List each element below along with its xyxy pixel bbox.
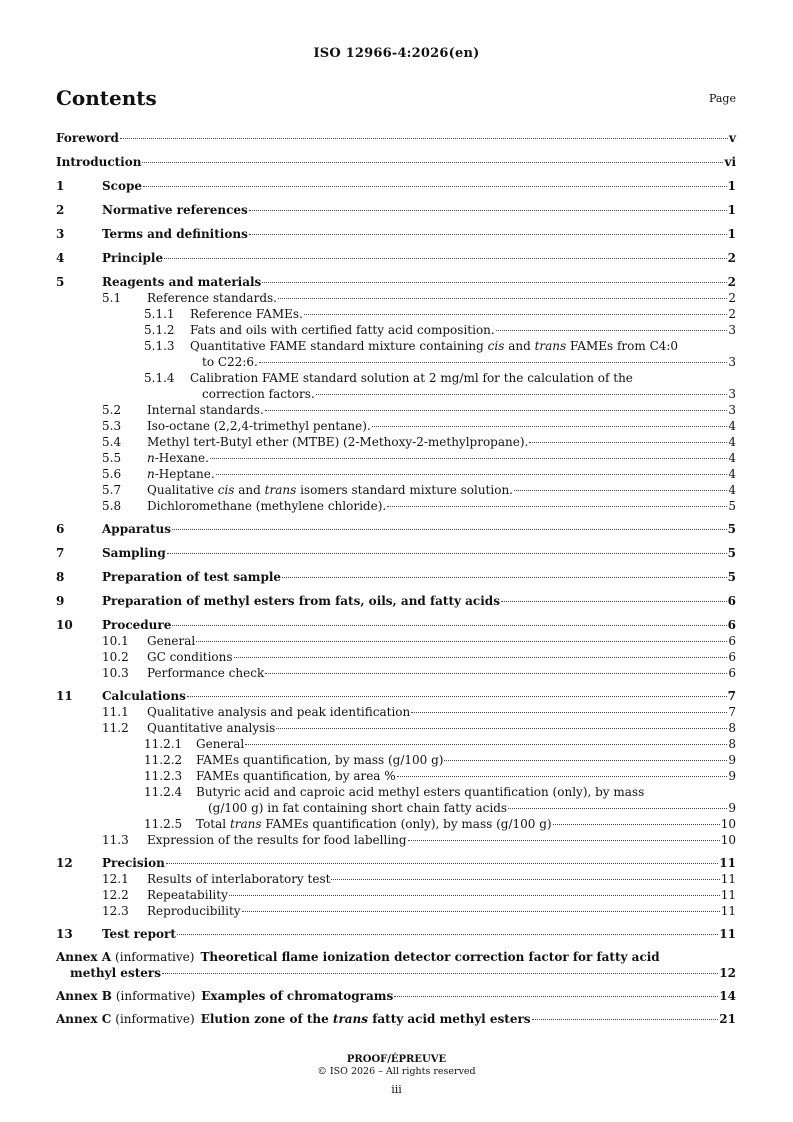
dot-leader <box>496 330 728 331</box>
dot-leader <box>142 162 723 163</box>
toc-text: Elution zone of the <box>200 1012 333 1026</box>
toc-number: 11.2 <box>102 721 129 735</box>
toc-entry-12-3[interactable] <box>56 903 736 919</box>
dot-leader <box>143 186 727 187</box>
toc-italic: cis <box>487 339 505 353</box>
toc-page: 11 <box>720 872 736 886</box>
dot-leader <box>216 474 728 475</box>
toc-title: Scope <box>102 179 143 193</box>
annex-label: Annex B <box>56 989 112 1003</box>
dot-leader <box>278 298 727 299</box>
toc-page: 5 <box>727 546 736 560</box>
dot-leader <box>229 895 720 896</box>
dot-leader <box>242 911 720 912</box>
toc-entry-10-3[interactable] <box>56 665 736 681</box>
toc-title: Methyl tert-Butyl ether (MTBE) (2-Methoxy-2-methylpropane). <box>147 435 529 449</box>
dot-leader <box>167 553 727 554</box>
toc-number: 2 <box>56 203 65 217</box>
dot-leader <box>249 234 727 235</box>
toc-entry-annex-c[interactable] <box>56 1011 736 1027</box>
toc-entry-10-2[interactable] <box>56 649 736 665</box>
toc-page: 6 <box>727 618 736 632</box>
toc-page: 2 <box>728 291 736 305</box>
toc-title: Repeatability <box>147 888 228 902</box>
toc-title: Normative references <box>102 203 248 217</box>
toc-entry-5-3[interactable] <box>56 418 736 434</box>
page-number: iii <box>391 1083 402 1096</box>
dot-leader <box>249 210 727 211</box>
toc-number: 1 <box>56 179 65 193</box>
toc-page: 2 <box>727 251 736 265</box>
toc-text: and <box>234 483 265 497</box>
toc-number: 11.2.2 <box>144 753 183 767</box>
toc-italic: trans <box>534 339 567 353</box>
contents-heading: Contents <box>56 86 157 110</box>
toc-entry-5-7[interactable] <box>56 482 736 498</box>
toc-title: Test report <box>102 927 176 941</box>
toc-page: 5 <box>727 570 736 584</box>
toc-number: 12.3 <box>102 904 129 918</box>
dot-leader <box>408 840 720 841</box>
toc-page: 4 <box>728 435 736 449</box>
toc-page: 6 <box>727 594 736 608</box>
toc-number: 5.7 <box>102 483 122 497</box>
toc-number: 12.2 <box>102 888 129 902</box>
toc-entry-foreword[interactable] <box>56 130 736 146</box>
toc-entry-5-4[interactable] <box>56 434 736 450</box>
toc-page: v <box>729 131 736 145</box>
dot-leader <box>397 776 728 777</box>
toc-title-part <box>190 338 678 354</box>
page-column-label: Page <box>708 92 736 105</box>
toc-title: Terms and definitions <box>102 227 248 241</box>
toc-title: Reference standards. <box>147 291 277 305</box>
table-of-contents <box>56 130 736 1027</box>
toc-entry-1[interactable] <box>56 178 736 194</box>
dot-leader <box>262 282 726 283</box>
toc-title: Butyric acid and caproic acid methyl esters quantification (only), by mass <box>196 785 645 799</box>
toc-entry-4[interactable] <box>56 250 736 266</box>
toc-title: Iso-octane (2,2,4-trimethyl pentane). <box>147 419 371 433</box>
toc-entry-5-2[interactable] <box>56 402 736 418</box>
toc-number: 5.6 <box>102 467 122 481</box>
dot-leader <box>316 394 728 395</box>
toc-page: 11 <box>720 888 736 902</box>
toc-text: Quantitative FAME standard mixture containing <box>190 339 488 353</box>
toc-number: 11.2.3 <box>144 769 183 783</box>
toc-entry-11-2-2[interactable] <box>56 752 736 768</box>
toc-entry-11-3[interactable] <box>56 832 736 848</box>
toc-page: 4 <box>728 483 736 497</box>
dot-leader <box>282 577 727 578</box>
toc-entry-introduction[interactable] <box>56 154 736 170</box>
toc-title: Reference FAMEs. <box>190 307 303 321</box>
page-footer <box>0 1054 793 1096</box>
dot-leader <box>172 529 727 530</box>
annex-label: Annex C <box>56 1012 112 1026</box>
toc-entry-5-8[interactable] <box>56 498 736 514</box>
toc-number: 5.3 <box>102 419 122 433</box>
toc-title: GC conditions <box>147 650 233 664</box>
dot-leader <box>196 641 727 642</box>
toc-entry-11-2-1[interactable] <box>56 736 736 752</box>
toc-number: 11.3 <box>102 833 129 847</box>
toc-entry-10[interactable] <box>56 617 736 633</box>
toc-text: fatty acid methyl esters <box>368 1012 531 1026</box>
toc-page: 12 <box>719 966 736 980</box>
dot-leader <box>234 657 728 658</box>
toc-entry-5-6[interactable] <box>56 466 736 482</box>
toc-page: 2 <box>727 275 736 289</box>
toc-title <box>147 482 513 498</box>
toc-number: 12 <box>56 856 73 870</box>
toc-title: Dichloromethane (methylene chloride). <box>147 499 387 513</box>
toc-page: 8 <box>728 721 736 735</box>
toc-page: 11 <box>719 927 736 941</box>
toc-number: 9 <box>56 594 65 608</box>
toc-title: Preparation of methyl esters from fats, oils, and fatty acids <box>102 594 500 608</box>
toc-number: 8 <box>56 570 65 584</box>
toc-entry-12-1[interactable] <box>56 871 736 887</box>
toc-entry-7[interactable] <box>56 545 736 561</box>
dot-leader <box>120 138 728 139</box>
toc-title: General <box>196 737 245 751</box>
toc-number: 11.2.4 <box>144 785 183 799</box>
toc-title: Qualitative analysis and peak identification <box>147 705 411 719</box>
dot-leader <box>532 1019 719 1020</box>
toc-title: Theoretical flame ionization detector correction factor for fatty acid <box>200 950 660 964</box>
toc-title: Foreword <box>56 131 119 145</box>
toc-title: Calculations <box>102 689 186 703</box>
toc-title: Reagents and materials <box>102 275 262 289</box>
toc-title <box>147 466 215 482</box>
toc-entry-11-1[interactable] <box>56 704 736 720</box>
toc-title: Preparation of test sample <box>102 570 282 584</box>
toc-title: Reproducibility <box>147 904 241 918</box>
toc-page: 11 <box>719 856 736 870</box>
toc-title: Sampling <box>102 546 166 560</box>
toc-number: 10 <box>56 618 73 632</box>
toc-title: Expression of the results for food labelling <box>147 833 407 847</box>
toc-page: 3 <box>728 387 736 401</box>
toc-text: and <box>504 339 535 353</box>
toc-number: 4 <box>56 251 65 265</box>
dot-leader <box>187 696 727 697</box>
toc-number: 5.1.4 <box>144 371 175 385</box>
toc-number: 5.4 <box>102 435 122 449</box>
dot-leader <box>411 712 727 713</box>
toc-title: Introduction <box>56 155 142 169</box>
annex-kind: (informative) <box>115 1012 195 1026</box>
toc-page: 3 <box>728 355 736 369</box>
toc-page: 2 <box>728 307 736 321</box>
toc-number: 10.3 <box>102 666 129 680</box>
copyright-notice: © ISO 2026 – All rights reserved <box>317 1066 476 1077</box>
toc-page: 4 <box>728 419 736 433</box>
dot-leader <box>372 426 728 427</box>
toc-page: 21 <box>719 1012 736 1026</box>
toc-title: Performance check <box>147 666 265 680</box>
toc-number: 5 <box>56 275 65 289</box>
toc-entry-2[interactable] <box>56 202 736 218</box>
toc-italic: cis <box>217 483 235 497</box>
toc-page: 1 <box>727 227 736 241</box>
toc-italic: n <box>147 451 155 465</box>
dot-leader <box>331 879 719 880</box>
toc-entry-11[interactable] <box>56 688 736 704</box>
toc-text: -Heptane. <box>154 467 215 481</box>
toc-title: Calibration FAME standard solution at 2 mg/ml for the calculation of the <box>190 371 633 385</box>
toc-entry-9[interactable] <box>56 593 736 609</box>
toc-page: 1 <box>727 179 736 193</box>
toc-page: 14 <box>719 989 736 1003</box>
toc-title: Principle <box>102 251 164 265</box>
toc-page: 4 <box>728 467 736 481</box>
toc-title: FAMEs quantification, by mass (g/100 g) <box>196 753 444 767</box>
toc-entry-5-1[interactable] <box>56 290 736 306</box>
toc-number: 3 <box>56 227 65 241</box>
toc-italic: trans <box>332 1012 369 1026</box>
toc-text: FAMEs quantification (only), by mass (g/100 g) <box>261 817 552 831</box>
toc-entry-11-2[interactable] <box>56 720 736 736</box>
dot-leader <box>177 934 718 935</box>
toc-entry-annex-a[interactable] <box>56 949 736 981</box>
toc-italic: trans <box>264 483 297 497</box>
dot-leader <box>514 490 727 491</box>
toc-number: 10.2 <box>102 650 129 664</box>
toc-number: 5.1.3 <box>144 339 175 353</box>
toc-page: 4 <box>728 451 736 465</box>
toc-page: 9 <box>728 801 736 815</box>
toc-title-continued: (g/100 g) in fat containing short chain fatty acids <box>208 801 508 815</box>
toc-page: vi <box>724 155 736 169</box>
toc-italic: trans <box>229 817 262 831</box>
document-id-header: ISO 12966-4:2026(en) <box>313 46 480 61</box>
toc-page: 11 <box>720 904 736 918</box>
dot-leader <box>265 410 728 411</box>
toc-entry-5-1-4[interactable] <box>56 370 736 402</box>
toc-title <box>196 816 552 832</box>
dot-leader <box>387 506 727 507</box>
toc-entry-5-1-2[interactable] <box>56 322 736 338</box>
toc-title-continued: correction factors. <box>202 387 315 401</box>
dot-leader <box>553 824 720 825</box>
toc-text: Qualitative <box>147 483 218 497</box>
toc-page: 5 <box>728 499 736 513</box>
toc-page: 10 <box>720 817 736 831</box>
toc-number: 5.2 <box>102 403 122 417</box>
dot-leader <box>245 744 727 745</box>
toc-text: isomers standard mixture solution. <box>296 483 513 497</box>
toc-entry-6[interactable] <box>56 521 736 537</box>
toc-entry-10-1[interactable] <box>56 633 736 649</box>
dot-leader <box>508 808 727 809</box>
toc-italic: n <box>147 467 155 481</box>
toc-number: 11.1 <box>102 705 129 719</box>
toc-text: -Hexane. <box>154 451 209 465</box>
toc-number: 5.8 <box>102 499 122 513</box>
toc-title-continued: methyl esters <box>70 966 161 980</box>
dot-leader <box>164 258 727 259</box>
toc-title: Precision <box>102 856 165 870</box>
toc-page: 3 <box>728 323 736 337</box>
toc-title: General <box>147 634 196 648</box>
toc-entry-12[interactable] <box>56 855 736 871</box>
toc-title: Quantitative analysis <box>147 721 276 735</box>
toc-page: 10 <box>720 833 736 847</box>
toc-number: 11.2.5 <box>144 817 183 831</box>
proof-label: PROOF/ÉPREUVE <box>346 1054 447 1065</box>
dot-leader <box>162 973 718 974</box>
toc-title <box>201 1011 531 1027</box>
toc-title: Examples of chromatograms <box>201 989 394 1003</box>
toc-number: 5.5 <box>102 451 122 465</box>
toc-page: 6 <box>728 666 736 680</box>
toc-number: 7 <box>56 546 65 560</box>
annex-kind: (informative) <box>115 989 196 1003</box>
annex-kind: (informative) <box>115 950 195 964</box>
dot-leader <box>304 314 728 315</box>
toc-text: FAMEs from C4:0 <box>566 339 679 353</box>
toc-entry-11-2-3[interactable] <box>56 768 736 784</box>
toc-number: 5.1 <box>102 291 122 305</box>
toc-page: 9 <box>728 769 736 783</box>
toc-number: 11.2.1 <box>144 737 183 751</box>
toc-entry-11-2-5[interactable] <box>56 816 736 832</box>
dot-leader <box>210 458 727 459</box>
dot-leader <box>394 996 718 997</box>
toc-page: 6 <box>728 650 736 664</box>
toc-title: Procedure <box>102 618 172 632</box>
toc-page: 6 <box>728 634 736 648</box>
toc-title: Fats and oils with certified fatty acid composition. <box>190 323 495 337</box>
dot-leader <box>265 673 727 674</box>
toc-title: Internal standards. <box>147 403 264 417</box>
toc-number: 5.1.1 <box>144 307 175 321</box>
toc-text: Total <box>196 817 230 831</box>
toc-number: 12.1 <box>102 872 129 886</box>
toc-page: 3 <box>728 403 736 417</box>
toc-entry-5-5[interactable] <box>56 450 736 466</box>
toc-number: 6 <box>56 522 65 536</box>
toc-number: 11 <box>56 689 73 703</box>
toc-title-continued: to C22:6. <box>202 355 258 369</box>
toc-entry-5-1-3[interactable] <box>56 338 736 370</box>
dot-leader <box>172 625 726 626</box>
toc-title <box>190 338 724 354</box>
dot-leader <box>529 442 727 443</box>
annex-label: Annex A <box>56 950 112 964</box>
toc-page: 9 <box>728 753 736 767</box>
toc-entry-8[interactable] <box>56 569 736 585</box>
toc-entry-11-2-4[interactable] <box>56 784 736 816</box>
dot-leader <box>444 760 727 761</box>
toc-title <box>147 450 209 466</box>
toc-number: 10.1 <box>102 634 129 648</box>
toc-title: Apparatus <box>102 522 171 536</box>
toc-number: 5.1.2 <box>144 323 175 337</box>
toc-page: 5 <box>727 522 736 536</box>
toc-page: 1 <box>727 203 736 217</box>
dot-leader <box>276 728 727 729</box>
dot-leader <box>501 601 727 602</box>
toc-page: 7 <box>727 689 736 703</box>
toc-entry-annex-b[interactable] <box>56 988 736 1004</box>
toc-title: FAMEs quantification, by area % <box>196 769 396 783</box>
dot-leader <box>259 362 728 363</box>
toc-title: Results of interlaboratory test <box>147 872 331 886</box>
toc-number: 13 <box>56 927 73 941</box>
toc-entry-13[interactable] <box>56 926 736 942</box>
dot-leader <box>166 863 718 864</box>
toc-page: 7 <box>728 705 736 719</box>
toc-page: 8 <box>728 737 736 751</box>
toc-entry-5[interactable] <box>56 274 736 290</box>
toc-entry-5-1-1[interactable] <box>56 306 736 322</box>
toc-entry-3[interactable] <box>56 226 736 242</box>
toc-entry-12-2[interactable] <box>56 887 736 903</box>
